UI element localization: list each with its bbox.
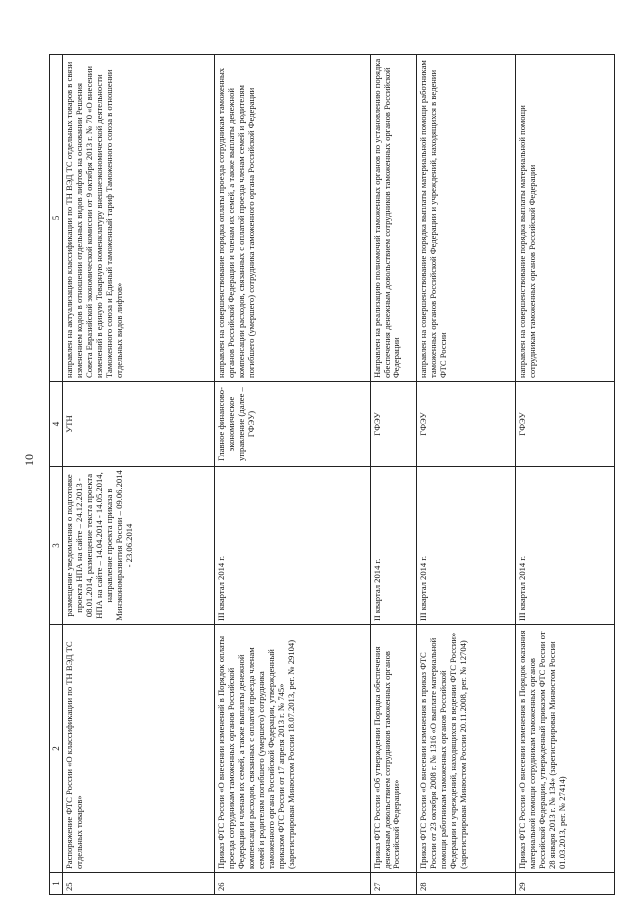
deadline: III квартал 2014 г. — [515, 467, 614, 625]
document-title: Приказ ФТС России «О внесении изменения в приказ ФТС России от 23 октября 2008 г. № 1316 «О выплате материальной помощи работникам таможенных органов Российской Федерации и учреждений, находящихся в ведении ФТС России» (зарегистрирован Минюстом России 20.11.2008, рег. № 12704) — [416, 625, 515, 873]
table-header-row — [50, 55, 63, 895]
purpose: направлен на совершенствование порядка оплаты проезда сотрудникам таможенных органов Российской Федерации и членам их семей, а также выплаты денежной компенсации расходов, связанных с оплатой проезда членам семей и родителям погибшего (умершего) сотрудника таможенного органа Российской Федерации — [215, 55, 370, 382]
table-row — [63, 55, 215, 895]
purpose: направлен на совершенствование порядка выплаты материальной помощи работникам таможенных органов Российской Федерации и учреждений, находящихся в ведении ФТС России — [416, 55, 515, 382]
plan-table — [49, 54, 615, 895]
header-cell-2: 2 — [50, 625, 63, 873]
document-title: Распоряжение ФТС России «О классификации по ТН ВЭД ТС отдельных товаров» — [63, 625, 215, 873]
table-row — [215, 55, 370, 895]
deadline: размещение уведомления о подготовке проекта НПА на сайте – 24.12.2013 - 08.01.2014, размещение текста проекта НПА на сайте – 14.04.2014 - 14.05.2014, направление проекта приказа в Минэкономразвития России – 09.06.2014 - 23.06.2014 — [63, 467, 215, 625]
rotated-table-container — [49, 55, 615, 895]
deadline: II квартал 2014 г. — [370, 467, 416, 625]
responsible-unit: Главное финансово-экономическое управление (далее – ГФЭУ) — [215, 382, 370, 467]
deadline: III квартал 2014 г. — [416, 467, 515, 625]
responsible-unit: ГФЭУ — [515, 382, 614, 467]
purpose: направлен на актуализацию классификации по ТН ВЭД ТС отдельных товаров в связи изменением кодов в отношении отдельных видов лифтов на основании Решения Совета Евразийской экономической комиссии от 9 октября 2013 г. № 70 «О внесении изменений в единую Товарную номенклатуру внешнеэкономической деятельности Таможенного союза и Единый таможенный тариф Таможенного союза в отношении отдельных видов лифтов» — [63, 55, 215, 382]
header-cell-5: 5 — [50, 55, 63, 382]
header-cell-4: 4 — [50, 382, 63, 467]
table-row — [416, 55, 515, 895]
row-number: 28 — [416, 873, 515, 895]
document-title: Приказ ФТС России «О внесении изменения в Порядок оказания материальной помощи сотрудникам таможенных органов Российской Федерации, утвержденный приказом ФТС России от 28 января 2013 г. № 134» (зарегистрирован Минюстом России 01.03.2013, рег. № 27414) — [515, 625, 614, 873]
page-number: 10 — [22, 454, 36, 466]
document-title: Приказ ФТС России «О внесении изменений в Порядок оплаты проезда сотрудникам таможенных органов Российской Федерации и членам их семей, а также выплаты денежной компенсации расходов, связанных с оплатой проезда членам семей и родителям погибшего (умершего) сотрудника таможенного органа Российской Федерации, утвержденный приказом ФТС России от 17 апреля 2013 г. № 745» (зарегистрирован Минюстом России 18.07.2013, рег. № 29104) — [215, 625, 370, 873]
table-row — [370, 55, 416, 895]
responsible-unit: ГФЭУ — [370, 382, 416, 467]
row-number: 25 — [63, 873, 215, 895]
purpose: направлен на совершенствование порядка выплаты материальной помощи сотрудникам таможенных органов Российской Федерации — [515, 55, 614, 382]
purpose: Направлен на реализацию полномочий таможенных органов по установлению порядка обеспечения денежным довольствием сотрудников таможенных органов Российской Федерации — [370, 55, 416, 382]
row-number: 29 — [515, 873, 614, 895]
responsible-unit: ГФЭУ — [416, 382, 515, 467]
responsible-unit: УТН — [63, 382, 215, 467]
header-cell-3: 3 — [50, 467, 63, 625]
row-number: 27 — [370, 873, 416, 895]
header-cell-1: 1 — [50, 873, 63, 895]
document-title: Приказ ФТС России «Об утверждении Порядка обеспечения денежным довольствием сотрудников таможенных органов Российской Федерации» — [370, 625, 416, 873]
table-row — [515, 55, 614, 895]
deadline: III квартал 2014 г. — [215, 467, 370, 625]
row-number: 26 — [215, 873, 370, 895]
